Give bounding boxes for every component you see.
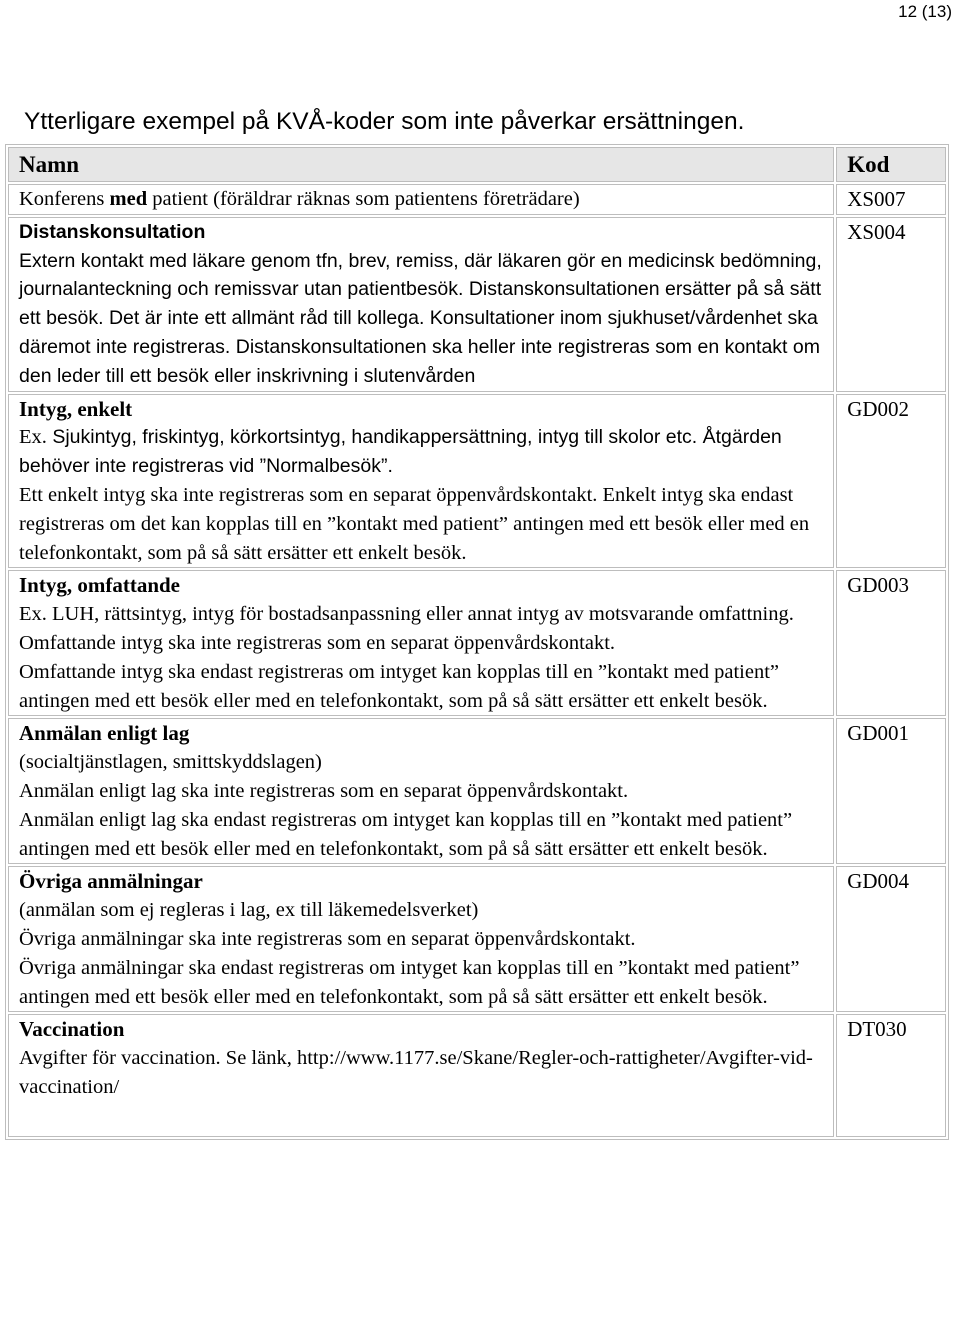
table-row [8,217,946,392]
row-description: Ett enkelt intyg ska inte registreras som en separat öppenvårdskontakt. Enkelt intyg ska endast registreras om det kan kopplas till en ”kontakt med patient” antingen med ett besök eller med en telefonkontakt, som på så sätt ersätter ett enkelt besök. [19,483,810,564]
row-description: Övriga anmälningar ska inte registreras som en separat öppenvårdskontakt. [19,927,636,950]
row-description: Anmälan enligt lag ska inte registreras som en separat öppenvårdskontakt. [19,779,629,802]
row-name-cell [8,1014,834,1136]
row-code-cell: XS004 [836,217,946,392]
table-row [8,570,946,716]
page-number: 12 (13) [898,2,952,21]
row-code-cell: GD003 [836,570,946,716]
row-example: Ex. LUH, rättsintyg, intyg för bostadsanpassning eller annat intyg av motsvarande omfattning. [19,603,794,626]
column-header-code: Kod [836,147,946,182]
row-name-text: Konferens [19,188,110,210]
table-row [8,718,946,864]
row-code-cell: XS007 [836,184,946,215]
row-title: Vaccination [19,1017,125,1042]
row-name-cell [8,718,834,864]
table-row [8,1014,946,1136]
row-name-cell [8,217,834,392]
row-code-cell: DT030 [836,1014,946,1136]
row-subtitle: (anmälan som ej regleras i lag, ex till läkemedelsverket) [19,899,479,922]
row-description: Extern kontakt med läkare genom tfn, brev, remiss, där läkaren gör en medicinsk bedömning, journalanteckning och remissvar utan patientbesök. Distanskonsultationen ersätter på så sätt ett besök. Det är inte ett allmänt råd till kollega. Konsultationer inom sjukhuset/vårdenhet ska däremot inte registreras. Distanskonsultationen ska heller inte registreras som en kontakt om den leder till ett besök eller inskrivning i slutenvården [19,249,822,387]
row-name-text: patient (föräldrar räknas som patientens företrädare) [147,188,580,210]
table-row [8,394,946,569]
row-name-cell [8,184,834,215]
row-name-cell [8,394,834,569]
table-row [8,866,946,1012]
row-code-cell: GD002 [836,394,946,569]
kva-codes-table [5,144,949,1140]
row-subtitle: (socialtjänstlagen, smittskyddslagen) [19,751,322,774]
row-title: Intyg, enkelt [19,396,133,421]
row-title: Anmälan enligt lag [19,721,190,746]
row-name-bold: med [109,188,148,210]
table-row [8,184,946,215]
row-description: Omfattande intyg ska endast registreras om intyget kan kopplas till en ”kontakt med patient” antingen med ett besök eller med en telefonkontakt, som på så sätt ersätter ett enkelt besök. [19,660,780,712]
row-description: Omfattande intyg ska inte registreras som en separat öppenvårdskontakt. [19,631,616,654]
row-code-cell: GD001 [836,718,946,864]
row-title: Övriga anmälningar [19,869,203,894]
row-name-cell [8,570,834,716]
row-code-cell: GD004 [836,866,946,1012]
row-description: Avgifter för vaccination. Se länk, http://www.1177.se/Skane/Regler-och-rattigheter/Avgifter-vid-vaccination/ [19,1047,813,1098]
row-title: Distanskonsultation [19,220,206,243]
row-description: Anmälan enligt lag ska endast registreras om intyget kan kopplas till en ”kontakt med patient” antingen med ett besök eller med en telefonkontakt, som på så sätt ersätter ett enkelt besök. [19,808,793,860]
page-heading: Ytterligare exempel på KVÅ-koder som inte påverkar ersättningen. [24,108,745,135]
row-name-cell [8,866,834,1012]
row-title: Intyg, omfattande [19,573,180,598]
row-example-prefix: Ex. [19,426,47,449]
column-header-name: Namn [8,147,834,182]
table-header-row [8,147,946,182]
row-description: Övriga anmälningar ska endast registreras om intyget kan kopplas till en ”kontakt med patient” antingen med ett besök eller med en telefonkontakt, som på så sätt ersätter ett enkelt besök. [19,956,800,1008]
row-example: Sjukintyg, friskintyg, körkortsintyg, handikappersättning, intyg till skolor etc. Åtgärden behöver inte registreras vid ”Normalbesök”. [19,426,782,478]
